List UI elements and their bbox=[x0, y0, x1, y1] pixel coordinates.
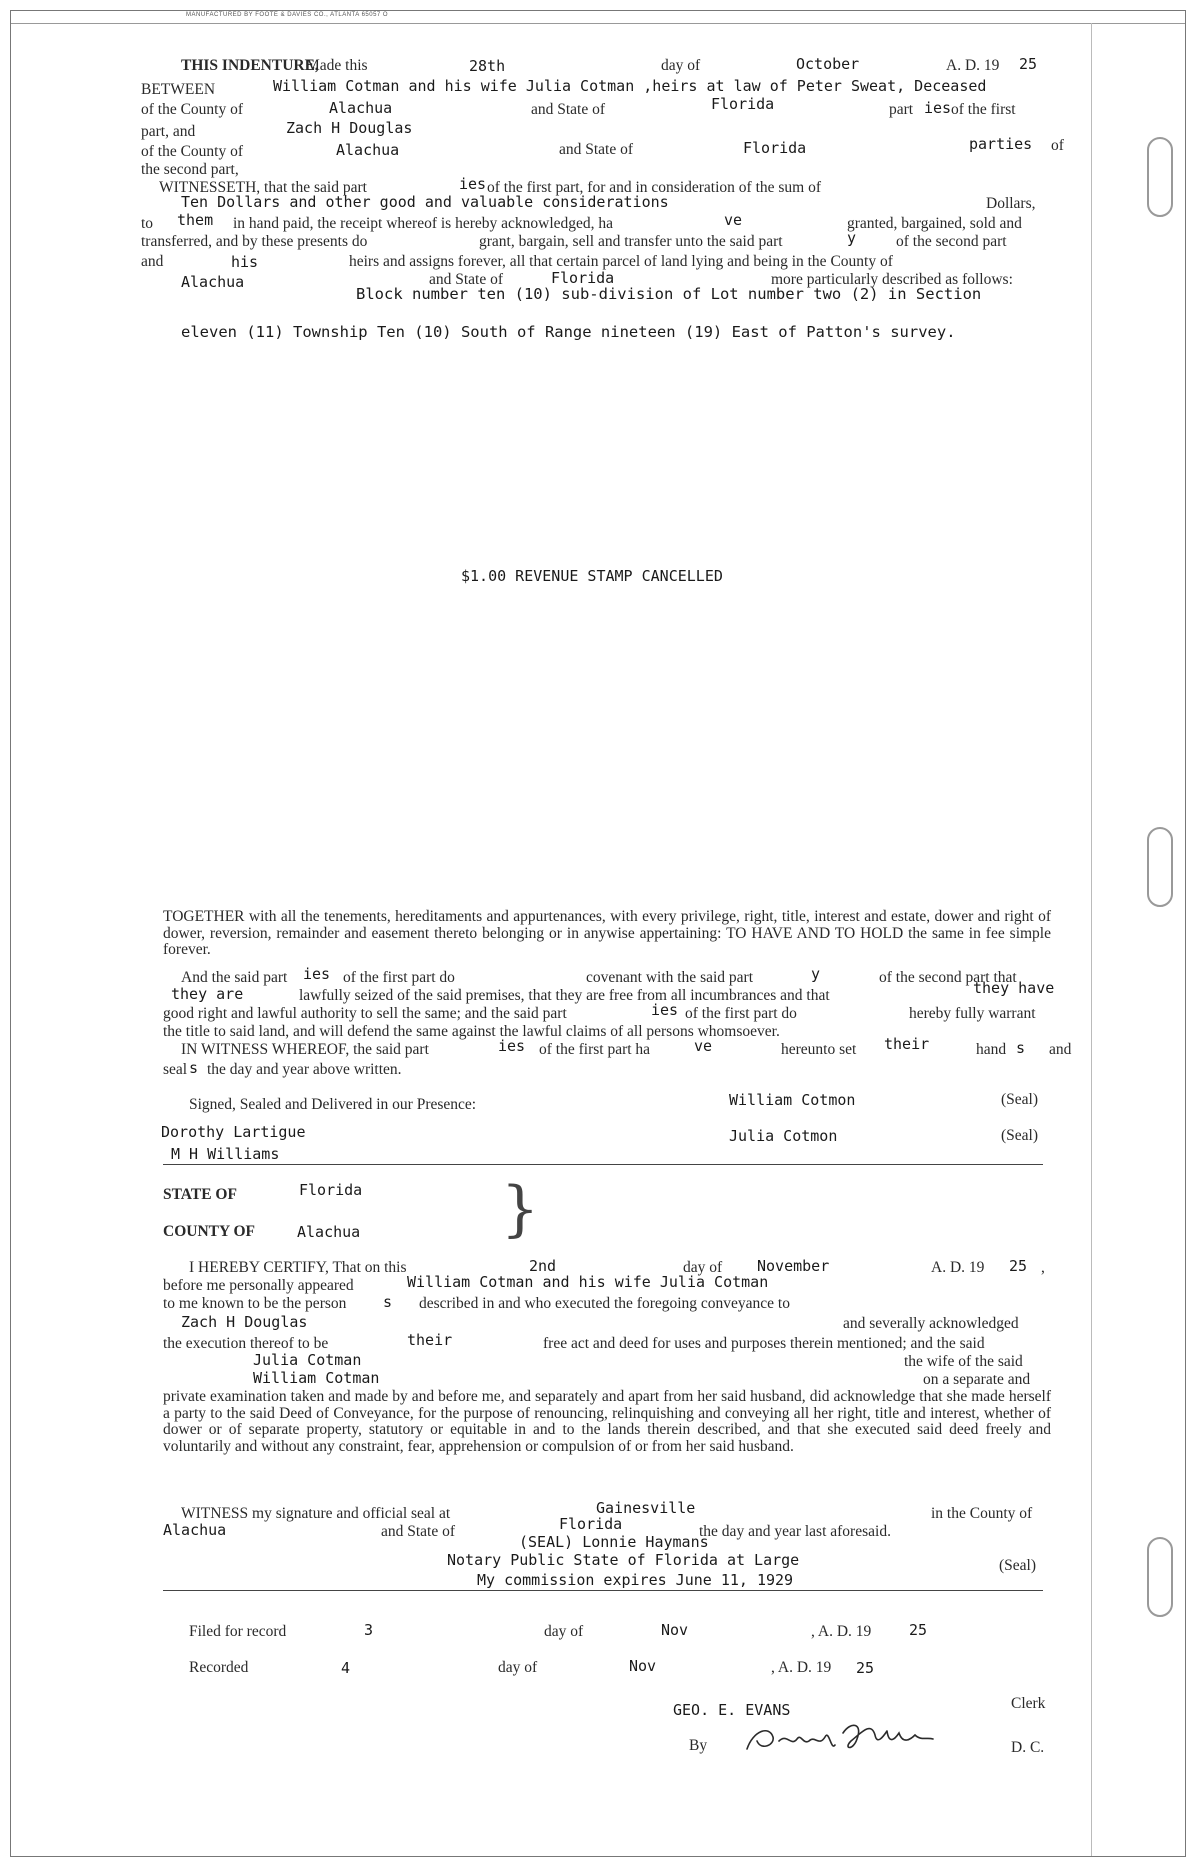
consideration-amount: Ten Dollars and other good and valuable considerations bbox=[181, 193, 669, 211]
section-divider bbox=[163, 1164, 1043, 1165]
commission-expiry: My commission expires June 11, 1929 bbox=[477, 1571, 794, 1589]
they-are-typed: they are bbox=[171, 985, 244, 1003]
appeared-text: before me personally appeared bbox=[163, 1277, 354, 1294]
in-witness-text: and bbox=[1049, 1041, 1072, 1058]
certify-text: I HEREBY CERTIFY, That on this bbox=[189, 1259, 407, 1276]
covenant-text: And the said part bbox=[181, 969, 288, 986]
ad-label: A. D. 19 bbox=[931, 1259, 985, 1276]
day-of-label: day of bbox=[544, 1623, 584, 1640]
ack-grantee: Zach H Douglas bbox=[181, 1313, 308, 1331]
transferred-clause: transferred, and by these presents do bbox=[141, 233, 368, 250]
deed-year: 25 bbox=[1019, 55, 1038, 73]
and-label: and bbox=[141, 253, 164, 270]
indenture-title: THIS INDENTURE, bbox=[181, 57, 319, 74]
described-clause: more particularly described as follows: bbox=[771, 271, 1013, 288]
grantee-name: Zach H Douglas bbox=[286, 119, 413, 137]
parties-label: parties bbox=[969, 135, 1033, 153]
notary-state: Florida bbox=[559, 1515, 623, 1533]
free-act-text: free act and deed for uses and purposes therein mentioned; and the said bbox=[543, 1335, 985, 1352]
recorded-month: Nov bbox=[629, 1657, 657, 1675]
ad-label: , A. D. 19 bbox=[811, 1623, 872, 1640]
binder-ring-icon bbox=[1147, 827, 1173, 907]
grant-clause: grant, bargain, sell and transfer unto the said part bbox=[479, 233, 783, 250]
to-label: to bbox=[141, 215, 154, 232]
ack-month: November bbox=[757, 1257, 830, 1275]
known-text: to me known to be the person bbox=[163, 1295, 347, 1312]
appeared-persons: William Cotman and his wife Julia Cotman bbox=[407, 1273, 769, 1291]
filed-day: 3 bbox=[364, 1621, 374, 1639]
in-witness-text: IN WITNESS WHEREOF, the said part bbox=[181, 1041, 429, 1058]
state-label: and State of bbox=[429, 271, 504, 288]
filed-month: Nov bbox=[661, 1621, 689, 1639]
s-typed: s bbox=[189, 1059, 199, 1077]
ies-typed: ies bbox=[303, 965, 331, 983]
land-state: Florida bbox=[551, 269, 615, 287]
day-of-label: day of bbox=[498, 1659, 538, 1676]
land-county: Alachua bbox=[181, 273, 245, 291]
severally-text: and severally acknowledged bbox=[843, 1315, 1019, 1332]
county-label: of the County of bbox=[141, 101, 244, 118]
their-typed: their bbox=[407, 1331, 453, 1349]
covenant-text: covenant with the said part bbox=[586, 969, 754, 986]
covenant-text: of the first part do bbox=[685, 1005, 797, 1022]
county-label: of the County of bbox=[141, 143, 244, 160]
in-witness-text: hand bbox=[976, 1041, 1007, 1058]
y-typed: y bbox=[847, 229, 857, 247]
of-label: of bbox=[1051, 137, 1064, 154]
land-description-line1: Block number ten (10) sub-division of Lot number two (2) in Section bbox=[356, 285, 982, 303]
signer-julia: Julia Cotmon bbox=[729, 1127, 838, 1145]
witness-williams: M H Williams bbox=[171, 1145, 280, 1163]
manufacturer-imprint: MANUFACTURED BY FOOTE & DAVIES CO., ATLANTA 65057 O bbox=[186, 12, 389, 18]
ack-state: Florida bbox=[299, 1181, 363, 1199]
part-typed: ies bbox=[924, 99, 952, 117]
notary-city: Gainesville bbox=[596, 1499, 696, 1517]
ad-label: , A. D. 19 bbox=[771, 1659, 832, 1676]
ack-county: Alachua bbox=[297, 1223, 361, 1241]
witness-dorothy: Dorothy Lartigue bbox=[161, 1123, 306, 1141]
wife-name: Julia Cotman bbox=[253, 1351, 362, 1369]
wife-of-text: the wife of the said bbox=[904, 1353, 1023, 1370]
covenant-text: good right and lawful authority to sell the same; and the said part bbox=[163, 1005, 567, 1022]
ies-typed: ies bbox=[651, 1001, 679, 1019]
consideration-clause: of the first part, for and in consideration of the sum of bbox=[487, 179, 822, 196]
in-witness-text: hereunto set bbox=[781, 1041, 857, 1058]
seal-label: (Seal) bbox=[1001, 1127, 1039, 1144]
clerk-name: GEO. E. EVANS bbox=[673, 1701, 791, 1719]
by-label: By bbox=[689, 1737, 708, 1754]
right-margin-rule bbox=[1091, 23, 1092, 1856]
filed-label: Filed for record bbox=[189, 1623, 287, 1640]
county-of-label: COUNTY OF bbox=[163, 1223, 255, 1240]
state-label: and State of bbox=[559, 141, 634, 158]
in-county-text: in the County of bbox=[931, 1505, 1033, 1522]
in-witness-text: seal bbox=[163, 1061, 188, 1078]
notary-county: Alachua bbox=[163, 1521, 227, 1539]
day-of-label: day of bbox=[683, 1259, 723, 1276]
binder-ring-icon bbox=[1147, 1537, 1173, 1617]
they-have-typed: they have bbox=[973, 979, 1055, 997]
land-description-line2: eleven (11) Township Ten (10) South of Range nineteen (19) East of Patton's survey. bbox=[181, 323, 956, 341]
between-label: BETWEEN bbox=[141, 81, 216, 98]
clerk-label: Clerk bbox=[1011, 1695, 1046, 1712]
granted-clause: granted, bargained, sold and bbox=[847, 215, 1022, 232]
deed-day: 28th bbox=[469, 57, 506, 75]
signer-william: William Cotmon bbox=[729, 1091, 856, 1109]
ad-label: A. D. 19 bbox=[946, 57, 1000, 74]
top-band bbox=[11, 11, 1185, 24]
and-state-text: and State of bbox=[381, 1523, 456, 1540]
recorded-label: Recorded bbox=[189, 1659, 249, 1676]
last-aforesaid-text: the day and year last aforesaid. bbox=[699, 1523, 891, 1540]
examination-paragraph: private examination taken and made by and before me, and separately and apart from her said husband, did acknowledge that she made herself a party to the said Deed of Conveyance, for the purpose of renouncing, relinquishing and conveying all her right, title and interest, whether of dower or of separate property, statutory or equitable in and to the lands therein described, and that she executed said deed freely and voluntarily and without any constraint, fear, apprehension or compulsion of or from her said husband. bbox=[163, 1388, 1051, 1455]
state-label: and State of bbox=[531, 101, 606, 118]
recorded-day: 4 bbox=[341, 1659, 351, 1677]
second-part-label: of the second part bbox=[896, 233, 1007, 250]
ies-typed: ies bbox=[498, 1037, 526, 1055]
comma: , bbox=[1041, 1259, 1045, 1276]
grantor-county: Alachua bbox=[329, 99, 393, 117]
part-label: part bbox=[889, 101, 914, 118]
covenant-text: hereby fully warrant bbox=[909, 1005, 1036, 1022]
presence-label: Signed, Sealed and Delivered in our Presence: bbox=[189, 1096, 477, 1113]
covenant-text: of the second part that bbox=[879, 969, 1017, 986]
filed-year: 25 bbox=[909, 1621, 928, 1639]
ack-year: 25 bbox=[1009, 1257, 1028, 1275]
ve-typed: ve bbox=[694, 1037, 713, 1055]
day-of-label: day of bbox=[661, 57, 701, 74]
in-witness-text: of the first part ha bbox=[539, 1041, 651, 1058]
ve-typed: ve bbox=[724, 211, 743, 229]
grantor-names: William Cotman and his wife Julia Cotman ,heirs at law of Peter Sweat, Deceased bbox=[273, 77, 987, 95]
notary-seal-label: (Seal) bbox=[999, 1557, 1037, 1574]
binder-ring-icon bbox=[1147, 137, 1173, 217]
part-and: part, and bbox=[141, 123, 196, 140]
deputy-clerk-label: D. C. bbox=[1011, 1739, 1045, 1756]
revenue-stamp-note: $1.00 REVENUE STAMP CANCELLED bbox=[461, 567, 723, 585]
separate-text: on a separate and bbox=[923, 1371, 1031, 1388]
deed-month: October bbox=[796, 55, 860, 73]
receipt-clause: in hand paid, the receipt whereof is hereby acknowledged, ha bbox=[233, 215, 614, 232]
deed-page bbox=[10, 10, 1186, 1857]
ack-day: 2nd bbox=[529, 1257, 557, 1275]
his-typed: his bbox=[231, 253, 259, 271]
grantee-state: Florida bbox=[743, 139, 807, 157]
grantor-state: Florida bbox=[711, 95, 775, 113]
parties-typed: ies bbox=[459, 175, 487, 193]
covenant-text: lawfully seized of the said premises, that they are free from all incumbrances and that bbox=[299, 987, 830, 1004]
described-text: described in and who executed the foregoing conveyance to bbox=[419, 1295, 790, 1312]
heirs-clause: heirs and assigns forever, all that certain parcel of land lying and being in the County of bbox=[349, 253, 893, 270]
y-typed: y bbox=[811, 965, 821, 983]
state-of-label: STATE OF bbox=[163, 1186, 237, 1203]
deputy-clerk-signature bbox=[739, 1711, 939, 1761]
execution-text: the execution thereof to be bbox=[163, 1335, 329, 1352]
brace-icon: } bbox=[501, 1174, 540, 1244]
section-divider bbox=[163, 1590, 1043, 1591]
them-typed: them bbox=[177, 211, 214, 229]
husband-name: William Cotman bbox=[253, 1369, 380, 1387]
notary-title: Notary Public State of Florida at Large bbox=[447, 1551, 800, 1569]
made-this: Made this bbox=[306, 57, 368, 74]
notary-name: (SEAL) Lonnie Haymans bbox=[519, 1533, 709, 1551]
s-typed: s bbox=[1016, 1039, 1026, 1057]
witness-seal-text: WITNESS my signature and official seal at bbox=[181, 1505, 451, 1522]
seal-label: (Seal) bbox=[1001, 1091, 1039, 1108]
witnesseth: WITNESSETH, that the said part bbox=[159, 179, 367, 196]
covenant-text: of the first part do bbox=[343, 969, 455, 986]
dollars-label: Dollars, bbox=[986, 195, 1036, 212]
their-typed: their bbox=[884, 1035, 930, 1053]
grantee-county: Alachua bbox=[336, 141, 400, 159]
in-witness-text: the day and year above written. bbox=[207, 1061, 402, 1078]
covenant-text: the title to said land, and will defend the same against the lawful claims of all persons whomsoever. bbox=[163, 1023, 780, 1040]
s-typed: s bbox=[383, 1293, 393, 1311]
second-part: the second part, bbox=[141, 161, 239, 178]
recorded-year: 25 bbox=[856, 1659, 875, 1677]
of-the-first: of the first bbox=[951, 101, 1016, 118]
habendum-clause: TOGETHER with all the tenements, hereditaments and appurtenances, with every privilege, right, title, interest and estate, dower and right of dower, reversion, remainder and easement thereto belonging or in anywise appertaining: TO HAVE AND TO HOLD the same in fee simple forever. bbox=[163, 908, 1051, 959]
